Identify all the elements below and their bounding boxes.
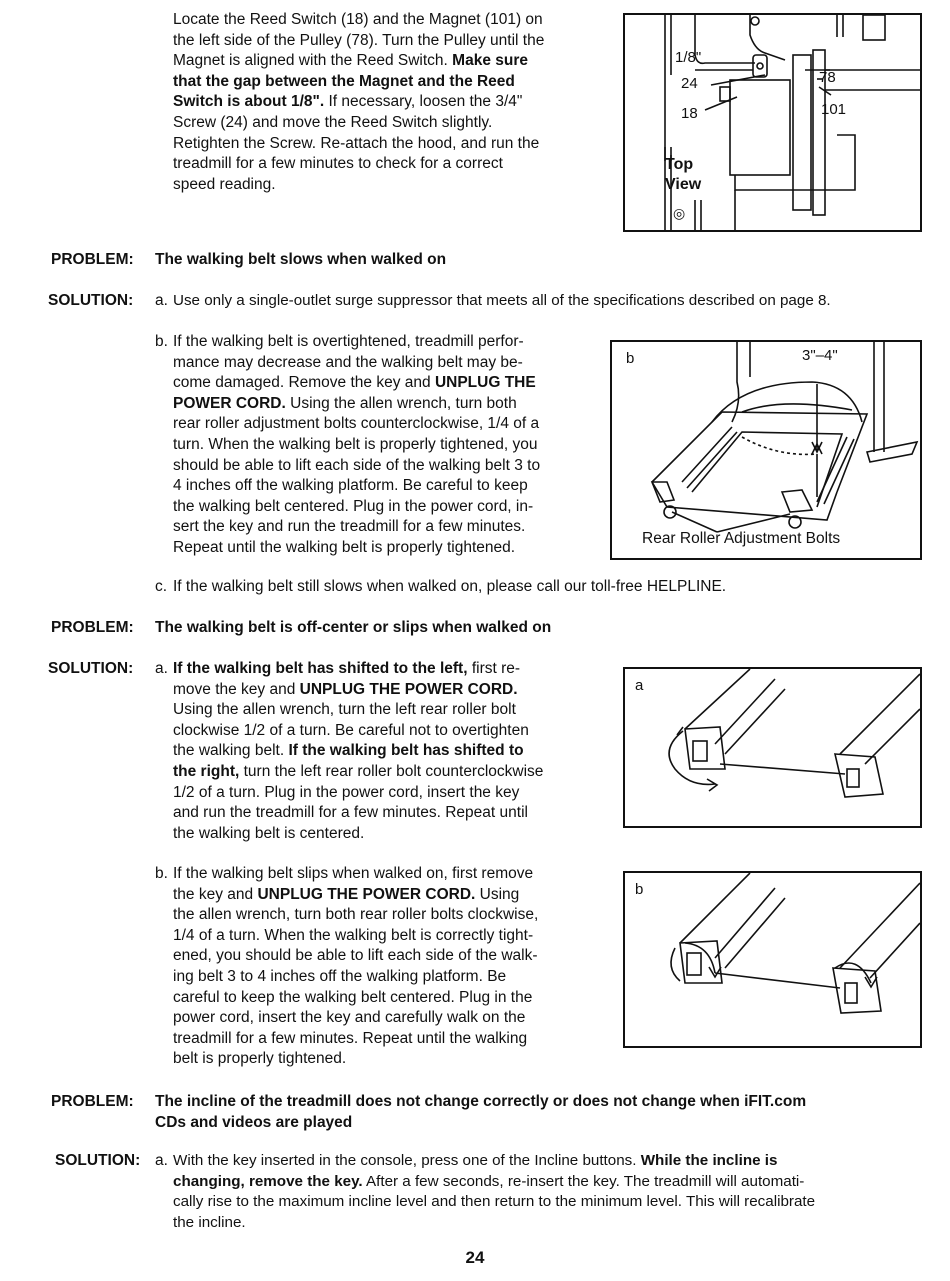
problem-3-line: CDs and videos are played xyxy=(155,1113,353,1131)
text-run: the key and xyxy=(173,885,254,903)
unplug-warning: UNPLUG THE POWER CORD. xyxy=(257,885,476,903)
problem-2-label: PROBLEM: xyxy=(51,619,134,636)
solution-3a-prefix: a. xyxy=(155,1152,168,1169)
text-line: treadmill for a few minutes. Repeat until the walking xyxy=(173,1029,528,1047)
reed-switch-drawing xyxy=(625,15,920,230)
unplug-warning: UNPLUG THE POWER CORD. xyxy=(299,680,518,698)
text-line xyxy=(173,1172,933,1193)
text-line: 1/4 of a turn. When the walking belt is correctly tight- xyxy=(173,926,534,944)
belt-centering-figure-a xyxy=(623,667,922,828)
problem-3-label: PROBLEM: xyxy=(51,1093,134,1110)
rear-roller-caption: Rear Roller Adjustment Bolts xyxy=(642,530,841,547)
intro-line: the left side of the Pulley (78). Turn the Pulley until the xyxy=(173,31,545,49)
figure-letter-b: b xyxy=(626,350,635,367)
intro-line: Screw (24) and move the Reed Switch slightly. xyxy=(173,113,493,131)
problem-3-line: The incline of the treadmill does not change correctly or does not change when iFIT.com xyxy=(155,1093,807,1110)
intro-line: Locate the Reed Switch (18) and the Magnet (101) on xyxy=(173,11,543,28)
text-line xyxy=(173,394,603,415)
intro-text: Magnet is aligned with the Reed Switch. xyxy=(173,52,448,70)
text-run: move the key and xyxy=(173,680,296,698)
text-line xyxy=(173,680,603,701)
text-line: 1/2 of a turn. Plug in the power cord, insert the key xyxy=(173,783,520,801)
intro-line: treadmill for a few minutes to check for a correct xyxy=(173,155,503,173)
text-line: ing belt 3 to 4 inches off the walking platform. Be xyxy=(173,967,507,985)
text-line: turn. When the walking belt is properly tightened, you xyxy=(173,435,538,453)
text-line xyxy=(173,373,603,394)
intro-emphasis: Make sure xyxy=(452,52,528,70)
text-run: Using xyxy=(475,885,520,903)
intro-line xyxy=(173,92,613,113)
text-run: Using the allen wrench, turn both xyxy=(290,394,517,412)
figure-letter-b: b xyxy=(635,881,644,898)
solution-3-label: SOLUTION: xyxy=(55,1152,141,1169)
part-78-callout: 78 xyxy=(819,69,836,86)
text-run: After a few seconds, re-insert the key. The treadmill will automati- xyxy=(362,1172,805,1190)
gap-callout: 1/8" xyxy=(675,49,702,66)
belt-slip-figure-b xyxy=(623,871,922,1048)
solution-2-label: SOLUTION: xyxy=(48,660,134,677)
top-label: Top xyxy=(665,156,694,173)
text-line xyxy=(173,659,603,680)
roller-bolt-drawing-a xyxy=(625,669,920,826)
text-line: If the walking belt is overtightened, treadmill perfor- xyxy=(173,333,524,350)
text-run: come damaged. Remove the key and xyxy=(173,374,431,392)
emphasis: If the walking belt has shifted to the left, xyxy=(173,660,468,677)
text-line: sert the key and run the treadmill for a few minutes. xyxy=(173,518,526,536)
part-18-callout: 18 xyxy=(681,105,698,122)
unplug-warning: UNPLUG THE xyxy=(434,374,536,392)
text-run: first re- xyxy=(467,660,521,677)
text-line: the walking belt is centered. xyxy=(173,824,365,842)
solution-1c-prefix: c. xyxy=(155,578,168,595)
page-number: 24 xyxy=(465,1248,485,1267)
intro-line xyxy=(173,72,613,93)
solution-2b-prefix: b. xyxy=(155,865,168,882)
treadmill-deck-drawing xyxy=(612,342,920,558)
text-line: Using the allen wrench, turn the left rear roller bolt xyxy=(173,701,516,719)
emphasis: While the incline is xyxy=(636,1152,778,1169)
fastener-symbol: ◎ xyxy=(673,205,686,221)
text-line xyxy=(173,885,603,906)
intro-text: If necessary, loosen the 3/4" xyxy=(324,93,523,111)
solution-1b-paragraph xyxy=(173,332,603,559)
text-line: mance may decrease and the walking belt may be- xyxy=(173,353,523,371)
text-line: should be able to lift each side of the walking belt 3 to xyxy=(173,456,541,474)
intro-line: speed reading. xyxy=(173,175,276,193)
text-line: rear roller adjustment bolts counterclockwise, 1/4 of a xyxy=(173,415,540,433)
text-run: the walking belt. xyxy=(173,742,285,760)
text-line: cally rise to the maximum incline level and then return to the minimum level. This will recalibrate xyxy=(173,1193,816,1211)
solution-2b-paragraph xyxy=(173,864,603,1070)
rear-roller-figure xyxy=(610,340,922,560)
part-101-callout: 101 xyxy=(821,101,847,118)
intro-paragraph xyxy=(173,10,613,195)
text-run: turn the left rear roller bolt counterclockwise xyxy=(239,762,544,780)
solution-2a-paragraph xyxy=(173,659,603,844)
intro-line xyxy=(173,51,613,72)
solution-1a-text: Use only a single-outlet surge suppressor that meets all of the specifications described on page 8. xyxy=(173,292,831,309)
text-line: Repeat until the walking belt is properly tightened. xyxy=(173,538,516,556)
text-line xyxy=(173,762,603,783)
top-view-label xyxy=(665,155,701,195)
text-line: and run the treadmill for a few minutes. Repeat until xyxy=(173,804,528,822)
solution-1c-text: If the walking belt still slows when walked on, please call our toll-free HELPLINE. xyxy=(173,578,727,595)
solution-1a-prefix: a. xyxy=(155,292,168,309)
intro-emphasis: Switch is about 1/8". xyxy=(173,93,325,111)
solution-3a-paragraph xyxy=(173,1151,933,1233)
solution-2a-prefix: a. xyxy=(155,660,168,677)
emphasis: If the walking belt has shifted to xyxy=(288,742,524,760)
text-line: the walking belt centered. Plug in the power cord, in- xyxy=(173,497,534,515)
reed-switch-top-view-figure xyxy=(623,13,922,232)
unplug-warning: POWER CORD. xyxy=(173,394,286,412)
text-line xyxy=(173,741,603,762)
part-24-callout: 24 xyxy=(681,75,698,92)
intro-line: Retighten the Screw. Re-attach the hood, and run the xyxy=(173,134,540,152)
intro-emphasis: that the gap between the Magnet and the Reed xyxy=(173,72,515,90)
text-line: belt is properly tightened. xyxy=(173,1050,347,1068)
text-line: ened, you should be able to lift each side of the walk- xyxy=(173,947,538,965)
text-run: With the key inserted in the console, press one of the Incline buttons. xyxy=(173,1152,637,1169)
problem-2-title: The walking belt is off-center or slips when walked on xyxy=(155,619,552,636)
text-line xyxy=(173,1151,933,1172)
text-line: clockwise 1/2 of a turn. Be careful not to overtighten xyxy=(173,721,529,739)
text-line: careful to keep the walking belt centered. Plug in the xyxy=(173,988,533,1006)
text-line: 4 inches off the walking platform. Be careful to keep xyxy=(173,477,528,495)
solution-1b-prefix: b. xyxy=(155,333,168,350)
emphasis: changing, remove the key. xyxy=(173,1172,363,1190)
text-line: power cord, insert the key and carefully walk on the xyxy=(173,1009,526,1027)
problem-1-label: PROBLEM: xyxy=(51,251,134,268)
problem-3-title xyxy=(155,1092,935,1133)
emphasis: the right, xyxy=(173,762,240,780)
solution-1-label: SOLUTION: xyxy=(48,292,134,309)
text-line: If the walking belt slips when walked on, first remove xyxy=(173,865,534,882)
text-line: the allen wrench, turn both rear roller bolts clockwise, xyxy=(173,906,539,924)
text-line: the incline. xyxy=(173,1213,246,1231)
figure-letter-a: a xyxy=(635,677,644,694)
view-label: View xyxy=(665,176,702,193)
roller-bolt-drawing-b xyxy=(625,873,920,1046)
problem-1-title: The walking belt slows when walked on xyxy=(155,251,447,268)
lift-measure-callout: 3"–4" xyxy=(802,347,838,364)
